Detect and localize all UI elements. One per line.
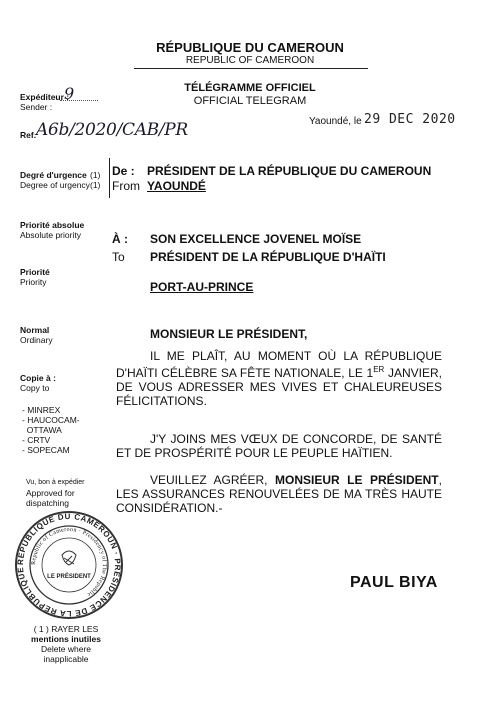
- urgency-label: Degré d'urgence Degree of urgency: [20, 170, 90, 190]
- date-stamp: 29 DEC 2020: [364, 112, 456, 127]
- header-divider: [134, 68, 368, 69]
- salutation: MONSIEUR LE PRÉSIDENT,: [150, 327, 308, 341]
- priority-absolute: Priorité absolue Absolute priority: [20, 220, 85, 240]
- copy-label: Copie à : Copy to: [20, 373, 56, 393]
- from-label: De :: [112, 164, 135, 178]
- ref-value: A6b/2020/CAB/PR: [36, 120, 188, 140]
- letter-paragraph-3: VEUILLEZ AGRÉER, MONSIEUR LE PRÉSIDENT, LES ASSURANCES RENOUVELÉES DE MA TRÈS HAUTE CONSIDÉRATION.-: [116, 473, 442, 515]
- copy-item: OTTAWA: [22, 425, 62, 435]
- from-divider: [109, 158, 110, 198]
- from-line2: YAOUNDÉ: [147, 179, 206, 193]
- from-label-en: From: [112, 179, 140, 193]
- date-place: Yaoundé, le: [309, 116, 362, 127]
- svg-text:LE PRÉSIDENT: LE PRÉSIDENT: [47, 574, 91, 580]
- letter-paragraph-2: J'Y JOINS MES VŒUX DE CONCORDE, DE SANTÉ ET DE PROSPÉRITÉ POUR LE PEUPLE HAÏTIEN.: [116, 432, 442, 460]
- sender-handwritten: 9: [64, 84, 75, 103]
- letter-paragraph-1: IL ME PLAÎT, AU MOMENT OÙ LA RÉPUBLIQUE D'HAÏTI CÉLÈBRE SA FÊTE NATIONALE, LE 1ER JANVIER, DE VOUS ADRESSER MES VIVES ET CHALEUREUSES FÉLICITATIONS.: [116, 349, 442, 408]
- to-line2: PRÉSIDENT DE LA RÉPUBLIQUE D'HAÏTI: [150, 250, 386, 264]
- to-line1: SON EXCELLENCE JOVENEL MOÏSE: [150, 232, 362, 246]
- copy-item: - SOPECAM: [22, 445, 70, 455]
- to-label-en: To: [112, 250, 125, 264]
- to-line3: PORT-AU-PRINCE: [150, 280, 254, 294]
- copy-item: - MINREX: [22, 405, 61, 415]
- svg-text:RÉPUBLIQUE DU CAMEROUN · PRÉSI: RÉPUBLIQUE DU CAMEROUN · PRÉSIDENCE DE LA RÉPUBLIQUE: [15, 511, 123, 619]
- presidential-seal: [14, 510, 124, 620]
- country-title-en: REPUBLIC OF CAMEROON: [185, 55, 315, 66]
- sender-label: Expéditeur : Sender :: [20, 92, 70, 112]
- copy-item: - HAUCOCAM-: [22, 415, 80, 425]
- svg-text:Republic of Cameroon · Preside: Republic of Cameroon · Presidency of The Republic: [30, 526, 108, 598]
- urgency-marker: (1) (1): [90, 170, 101, 190]
- priority: Priorité Priority: [20, 267, 50, 287]
- country-title: RÉPUBLIQUE DU CAMEROUN: [156, 40, 344, 55]
- priority-normal: Normal Ordinary: [20, 325, 53, 345]
- telegram-title: TÉLÉGRAMME OFFICIEL: [184, 82, 316, 94]
- copy-item: - CRTV: [22, 435, 51, 445]
- to-label: À :: [112, 232, 128, 246]
- copy-list: [22, 405, 80, 455]
- signature-name: PAUL BIYA: [350, 574, 438, 591]
- ref-label: Ref.: [20, 130, 37, 140]
- from-line1: PRÉSIDENT DE LA RÉPUBLIQUE DU CAMEROUN: [147, 164, 432, 178]
- dispatch-note: Vu, bon à expédier Approved for dispatching: [26, 479, 85, 508]
- telegram-title-en: OFFICIAL TELEGRAM: [193, 95, 307, 107]
- footnote: ( 1 ) RAYER LES mentions inutiles Delete where inapplicable: [31, 624, 101, 664]
